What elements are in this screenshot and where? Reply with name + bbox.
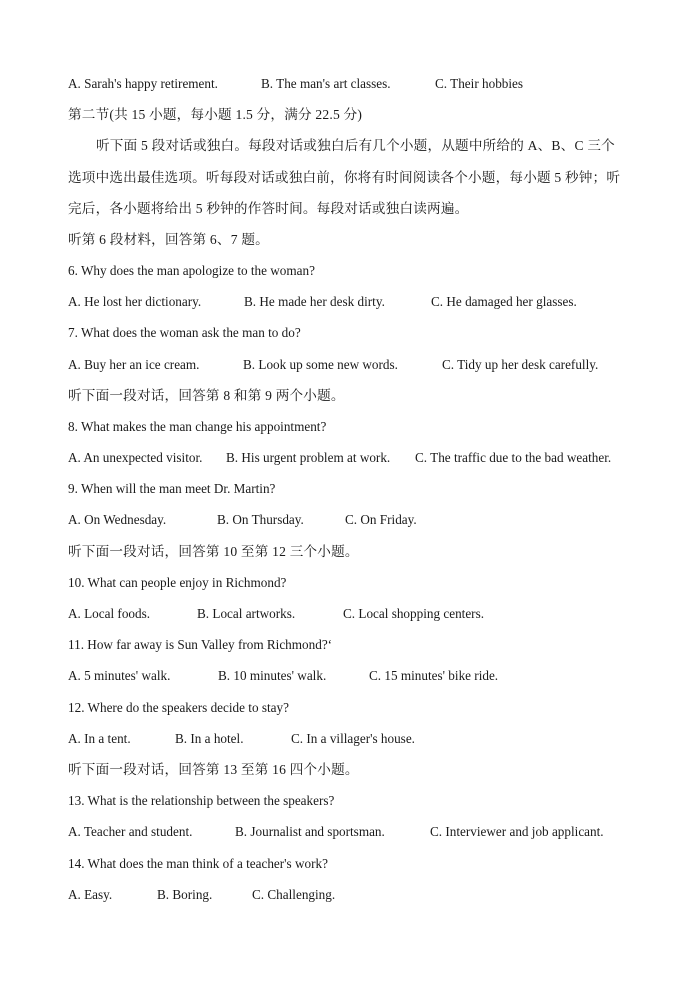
option-c: C. Tidy up her desk carefully. [442,357,599,372]
option-c: C. In a villager's house. [291,731,415,746]
option-c: C. Challenging. [252,887,336,902]
option-a: A. In a tent. [68,731,131,746]
option-c: C. Their hobbies [435,76,524,91]
option-a: A. Teacher and student. [68,824,193,839]
instruction-line: 完后，各小题将给出 5 秒钟的作答时间。每段对话或独白读两遍。 [68,201,469,216]
option-c: C. He damaged her glasses. [431,294,577,309]
question-10: 10. What can people enjoy in Richmond? [68,575,287,590]
question-12: 12. Where do the speakers decide to stay? [68,700,289,715]
section-title: 第二节(共 15 小题，每小题 1.5 分，满分 22.5 分) [68,107,363,122]
option-a: A. An unexpected visitor. [68,450,203,465]
option-c: C. Interviewer and job applicant. [430,824,604,839]
option-a: A. Buy her an ice cream. [68,357,200,372]
option-c: C. The traffic due to the bad weather. [415,450,612,465]
option-b: B. Journalist and sportsman. [235,824,385,839]
question-9: 9. When will the man meet Dr. Martin? [68,481,276,496]
option-b: B. 10 minutes' walk. [218,668,327,683]
option-c: C. Local shopping centers. [343,606,484,621]
option-c: C. 15 minutes' bike ride. [369,668,499,683]
listening-instruction: 听下面一段对话，回答第 13 至第 16 四个小题。 [68,762,359,777]
option-a: A. On Wednesday. [68,512,167,527]
instruction-line: 听下面 5 段对话或独白。每段对话或独白后有几个小题，从题中所给的 A、B、C 三个 [96,138,615,153]
option-a: A. Sarah's happy retirement. [68,76,218,91]
option-b: B. His urgent problem at work. [226,450,391,465]
question-8: 8. What makes the man change his appointment? [68,419,327,434]
listening-instruction: 听下面一段对话，回答第 8 和第 9 两个小题。 [68,388,345,403]
option-b: B. Look up some new words. [243,357,398,372]
option-b: B. Boring. [157,887,213,902]
listening-instruction: 听下面一段对话，回答第 10 至第 12 三个小题。 [68,544,359,559]
option-c: C. On Friday. [345,512,417,527]
option-b: B. In a hotel. [175,731,244,746]
question-6: 6. Why does the man apologize to the woman? [68,263,315,278]
option-a: A. Local foods. [68,606,151,621]
option-a: A. He lost her dictionary. [68,294,202,309]
question-11: 11. How far away is Sun Valley from Richmond?‘ [68,637,333,652]
option-b: B. On Thursday. [217,512,304,527]
question-7: 7. What does the woman ask the man to do? [68,325,301,340]
option-b: B. The man's art classes. [261,76,391,91]
question-13: 13. What is the relationship between the speakers? [68,793,335,808]
instruction-line: 选项中选出最佳选项。听每段对话或独白前，你将有时间阅读各个小题，每小题 5 秒钟；听 [68,170,621,185]
option-b: B. Local artworks. [197,606,296,621]
question-14: 14. What does the man think of a teacher's work? [68,856,328,871]
option-b: B. He made her desk dirty. [244,294,385,309]
option-a: A. Easy. [68,887,113,902]
listening-instruction: 听第 6 段材料，回答第 6、7 题。 [68,232,269,247]
option-a: A. 5 minutes' walk. [68,668,171,683]
